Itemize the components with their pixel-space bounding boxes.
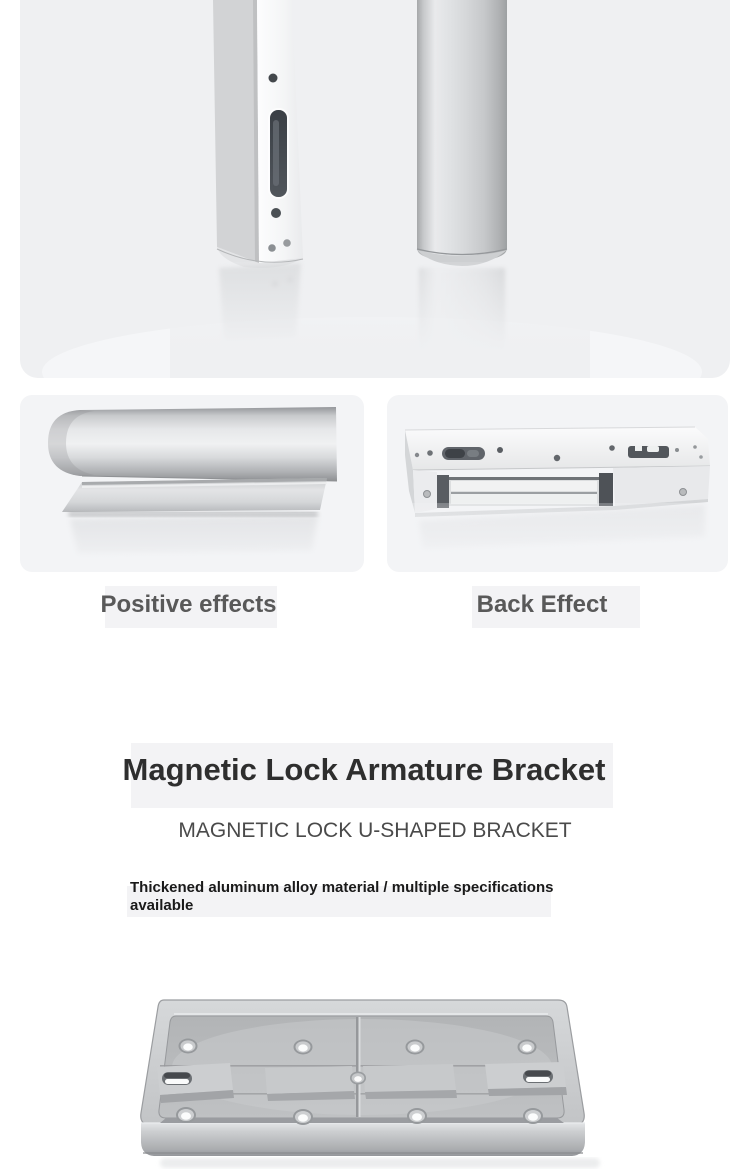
hero-photo-card — [20, 0, 730, 378]
gallery-card-positive — [20, 395, 364, 572]
section-subtitle: MAGNETIC LOCK U-SHAPED BRACKET — [178, 819, 572, 842]
feature-text: Thickened aluminum alloy material / multiple specifications available — [130, 879, 554, 914]
section-title: Magnetic Lock Armature Bracket — [122, 752, 606, 787]
u-bracket-image — [100, 955, 650, 1176]
reflection-fade — [170, 262, 590, 378]
cylinder-bar-image — [417, 0, 507, 266]
armature-plate-image — [20, 395, 364, 572]
maglock-back-image — [387, 395, 728, 572]
gallery-card-back — [387, 395, 728, 572]
lock-profile-bar-image — [213, 0, 303, 268]
caption-positive-effects: Positive effects — [100, 591, 277, 618]
caption-back-effect: Back Effect — [476, 591, 608, 618]
hero-product-photo — [20, 0, 730, 378]
bracket-center-hole — [350, 1072, 366, 1085]
